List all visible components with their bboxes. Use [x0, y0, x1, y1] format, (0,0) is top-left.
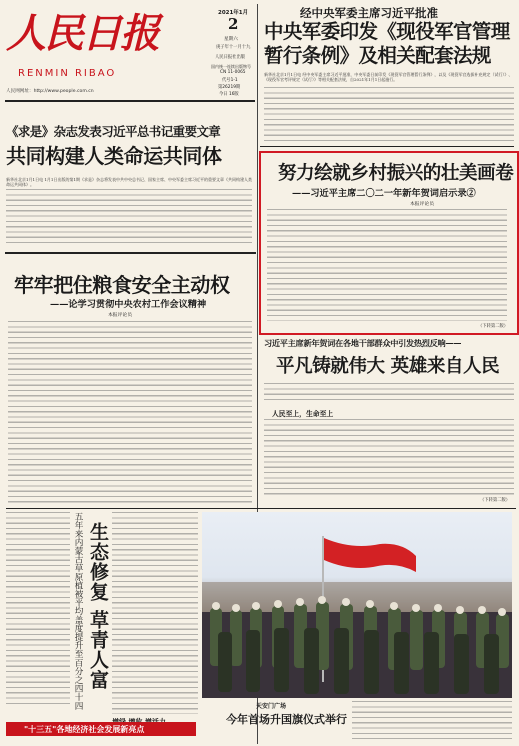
- masthead-rule: [5, 100, 255, 102]
- masthead-pinyin: RENMIN RIBAO: [18, 68, 117, 79]
- resonance-continued: （下转第二版）: [480, 498, 511, 503]
- resonance-body-text-a: [264, 383, 514, 403]
- resonance-kicker: 习近平主席新年贺词在各地干部群众中引发热烈反响——: [264, 338, 462, 348]
- inner-mongolia-vertical-kicker: 五年来内蒙古草原植被平均盖度提升至百分之四十四: [73, 512, 83, 710]
- masthead-day: 2: [228, 15, 239, 33]
- resonance-body-text-b: [264, 419, 514, 495]
- rule-top-right: [260, 146, 514, 147]
- top-right-body-text: [264, 87, 514, 143]
- masthead-lunar: 庚子年十一月十九: [216, 45, 251, 50]
- masthead-logo: 人民日报: [6, 10, 158, 57]
- top-right-headline-1: 中央军委印发《现役军官管理: [264, 20, 510, 43]
- masthead-pages: 今日 16版: [219, 92, 239, 97]
- photo-caption-text: [352, 701, 512, 739]
- website: 人民网网址：http://www.people.com.cn: [6, 89, 94, 94]
- grain-headline: 牢牢把住粮食安全主动权: [14, 273, 230, 297]
- top-right-kicker: 经中央军委主席习近平批准: [300, 6, 438, 20]
- featured-byline: 本报评论员: [410, 202, 434, 207]
- resonance-subhead: 人民至上，生命至上: [272, 410, 334, 418]
- masthead-publisher: 人民日报社出版: [215, 55, 246, 60]
- qiushi-kicker: 《求是》杂志发表习近平总书记重要文章: [6, 124, 221, 139]
- qiushi-body-text: [6, 189, 252, 247]
- masthead-date: 2021年1月: [218, 10, 249, 16]
- top-right-body: 新华社北京1月1日电 经中央军委主席习近平批准，中央军委日前印发《现役军官管理暂行条例》，以及《现役军官选拔补充规定（试行）》、《现役军官考评规定（试行）》等相关配套法规，自2021年1月1日起施行。: [264, 72, 513, 83]
- footer-banner: [6, 722, 196, 736]
- inner-mongolia-vertical-headline: 生态修复 草青人富: [87, 522, 109, 690]
- left-column-text: [6, 512, 70, 708]
- masthead-code1: 国内统一连续出版物号: [211, 64, 251, 69]
- masthead-issue: 代号1-1: [222, 78, 238, 83]
- grain-body-text: [8, 321, 252, 505]
- rule-qiushi: [5, 252, 256, 254]
- masthead-weekday: 星期六: [224, 37, 238, 42]
- grain-subtitle: ——论学习贯彻中央农村工作会议精神: [50, 299, 207, 310]
- qiushi-body: 新华社北京1月1日电 1月1日出版的第1期《求是》杂志将发表中共中央总书记、国家主席、中央军委主席习近平的重要文章《共同构建人类命运共同体》。: [6, 177, 252, 188]
- photo-caption-kicker: 天安门广场: [256, 703, 287, 710]
- masthead-number: 第26219期: [218, 85, 241, 90]
- photo-caption: 今年首场升国旗仪式举行: [226, 713, 347, 726]
- qiushi-headline: 共同构建人类命运共同体: [6, 144, 222, 168]
- top-right-headline-2: 暂行条例》及相关配套法规: [264, 44, 491, 67]
- footer-banner-label: "十三五"各地经济社会发展新亮点: [24, 725, 145, 734]
- featured-headline: 努力绘就乡村振兴的壮美画卷: [278, 163, 514, 184]
- featured-subtitle: ——习近平主席二〇二一年新年贺词启示录②: [292, 188, 476, 199]
- resonance-headline: 平凡铸就伟大 英雄来自人民: [276, 356, 500, 377]
- photo-svg: [202, 512, 512, 698]
- grain-byline: 本报评论员: [108, 313, 132, 318]
- rule-lower: [6, 508, 516, 509]
- inner-mongolia-body-text: [112, 512, 198, 714]
- masthead-code2: CN 11-0065: [220, 70, 246, 75]
- featured-continued: （下转第二版）: [478, 324, 509, 329]
- flag-ceremony-photo: [202, 512, 512, 698]
- featured-body-text: [267, 209, 507, 321]
